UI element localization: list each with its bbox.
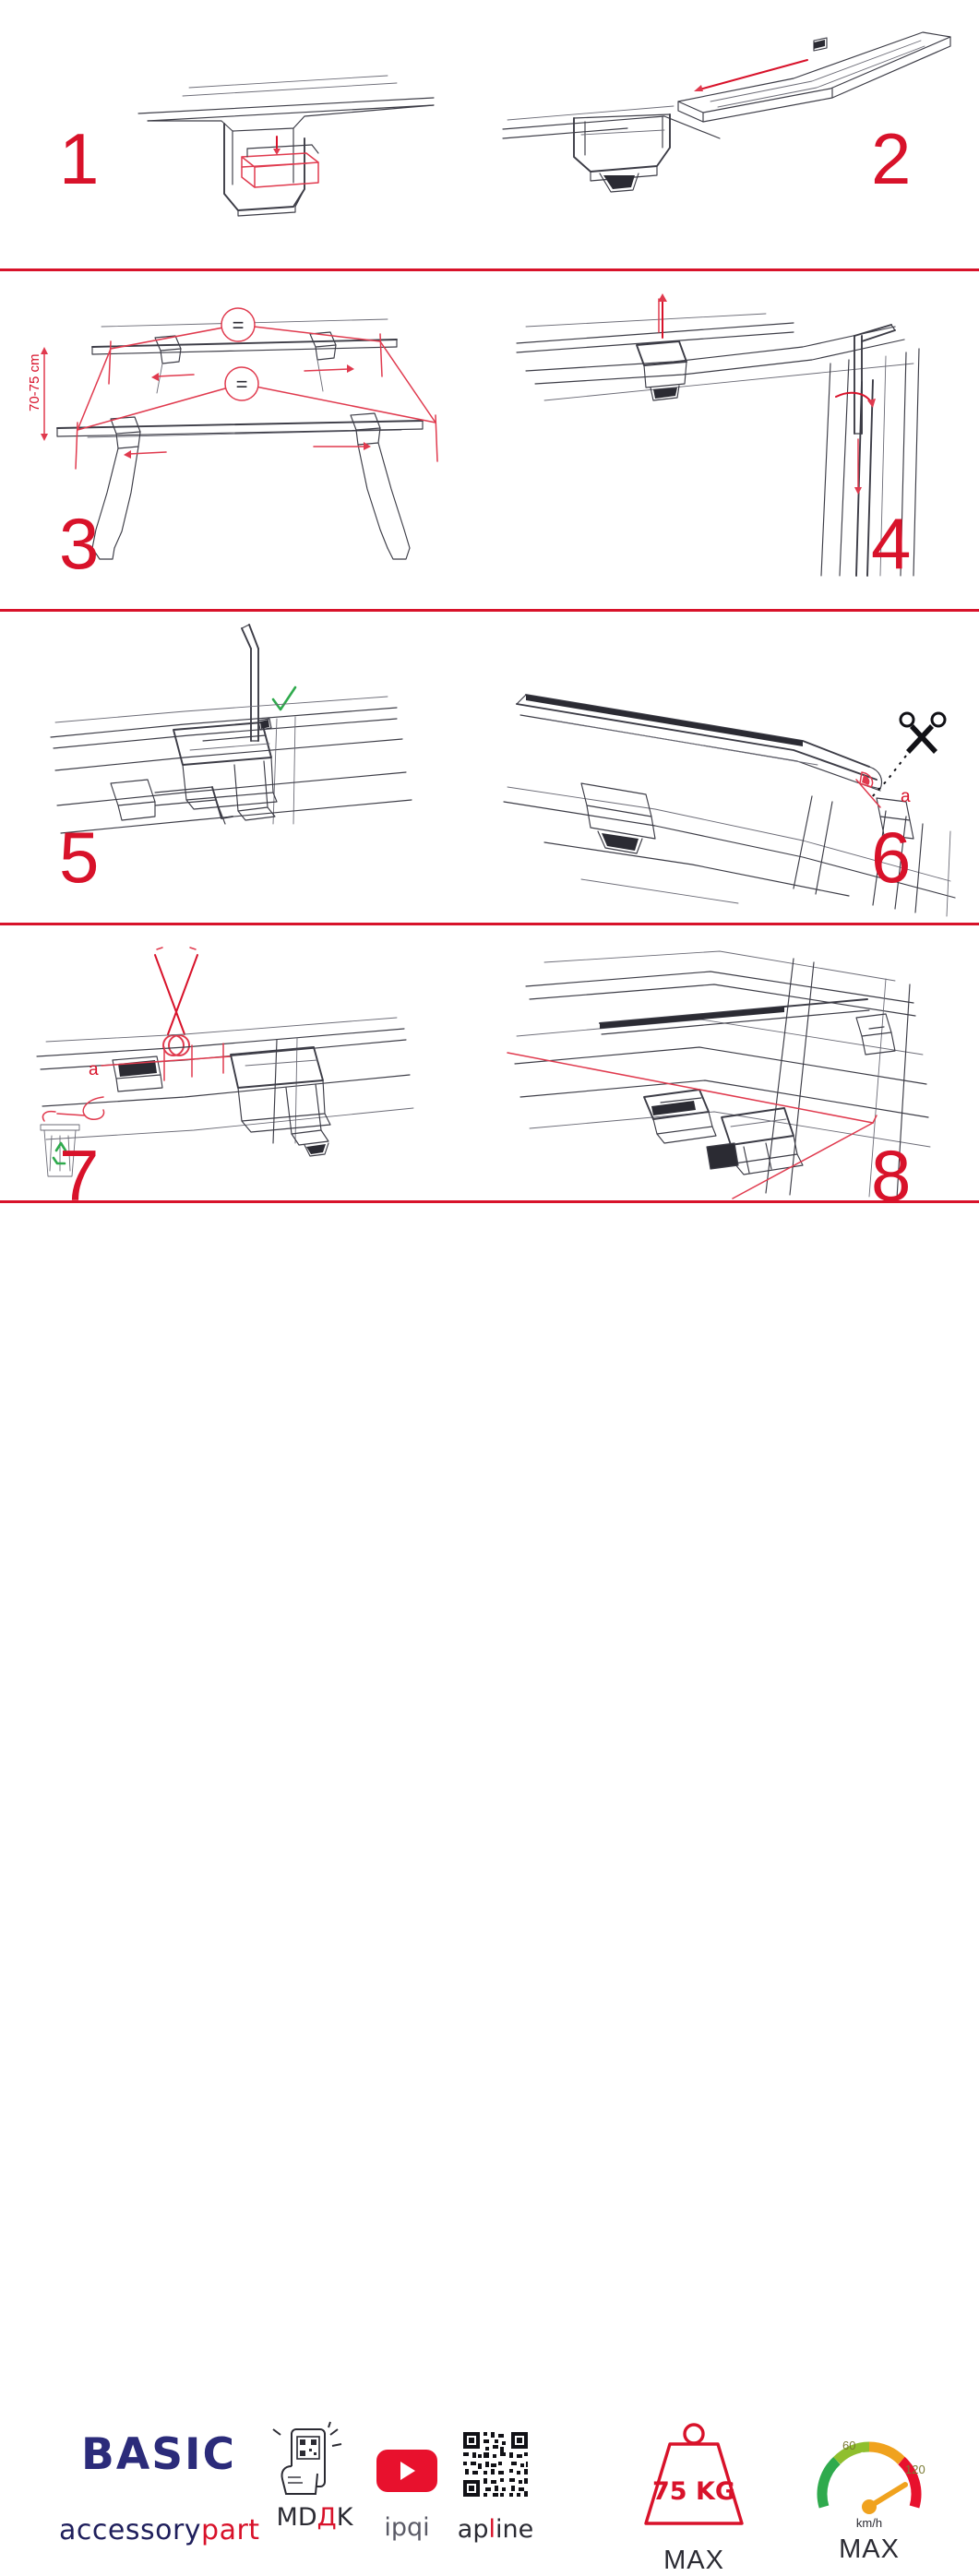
step-panel-1 xyxy=(0,0,489,268)
step-panel-8 xyxy=(489,925,979,1216)
speedometer-icon xyxy=(809,2422,929,2531)
step-number-3: 3 xyxy=(59,503,100,584)
step-3-dimension: 70-75 cm xyxy=(27,353,42,411)
step-number-4: 4 xyxy=(871,503,912,584)
logo-mdak[interactable] xyxy=(264,2426,365,2530)
brand-basic-title: BASIC xyxy=(81,2429,237,2480)
speed-unit: km/h xyxy=(855,2516,883,2530)
brand-accessorypart xyxy=(59,2514,260,2546)
step-panel-7 xyxy=(0,925,489,1216)
step-6-marker: a xyxy=(901,787,911,806)
spec-max-speed xyxy=(795,2422,943,2565)
youtube-play-icon[interactable] xyxy=(376,2450,437,2492)
step-number-2: 2 xyxy=(871,118,912,199)
hand-phone-qr-icon xyxy=(264,2426,365,2505)
step-number-8: 8 xyxy=(871,1135,912,1216)
step-number-6: 6 xyxy=(871,817,912,898)
mdak-post: K xyxy=(336,2503,353,2532)
spec-max-load xyxy=(620,2422,768,2576)
qr-code-icon[interactable] xyxy=(461,2430,530,2498)
step-number-7: 7 xyxy=(59,1135,100,1216)
svg-text:=: = xyxy=(232,314,245,337)
step-panel-3 xyxy=(0,271,489,609)
weight-icon xyxy=(639,2422,749,2531)
brand-accessory-pre: accessory xyxy=(59,2514,202,2546)
apline-accent: l xyxy=(488,2515,495,2544)
step-panel-5 xyxy=(0,612,489,923)
max-speed-label: MAX xyxy=(839,2534,900,2564)
step-7-marker: a xyxy=(89,1060,99,1079)
mdak-accent: Д xyxy=(316,2503,337,2532)
apline-post: ine xyxy=(495,2515,534,2544)
step-number-1: 1 xyxy=(59,118,100,199)
step-panel-4 xyxy=(489,271,979,609)
gauge-tick-120: 120 xyxy=(905,2463,925,2476)
step-number-5: 5 xyxy=(59,817,100,898)
logo-mdak-label xyxy=(264,2505,365,2530)
step-panel-2 xyxy=(489,0,979,268)
logo-ipqi-label: ipqi xyxy=(384,2513,430,2542)
footer xyxy=(0,1202,979,2575)
scissors-icon-7 xyxy=(155,948,197,1055)
scissors-icon-6 xyxy=(901,713,945,754)
step-panel-6 xyxy=(489,612,979,923)
logo-apline[interactable] xyxy=(436,2430,555,2542)
brand-accessory-post: part xyxy=(201,2514,260,2546)
max-load-value: 75 KG xyxy=(651,2477,736,2506)
svg-text:=: = xyxy=(235,373,248,396)
apline-pre: ap xyxy=(457,2515,489,2544)
mdak-pre: MD xyxy=(276,2503,317,2532)
gauge-tick-60: 60 xyxy=(842,2439,856,2452)
max-load-label: MAX xyxy=(663,2546,724,2575)
logo-apline-label xyxy=(436,2517,555,2542)
